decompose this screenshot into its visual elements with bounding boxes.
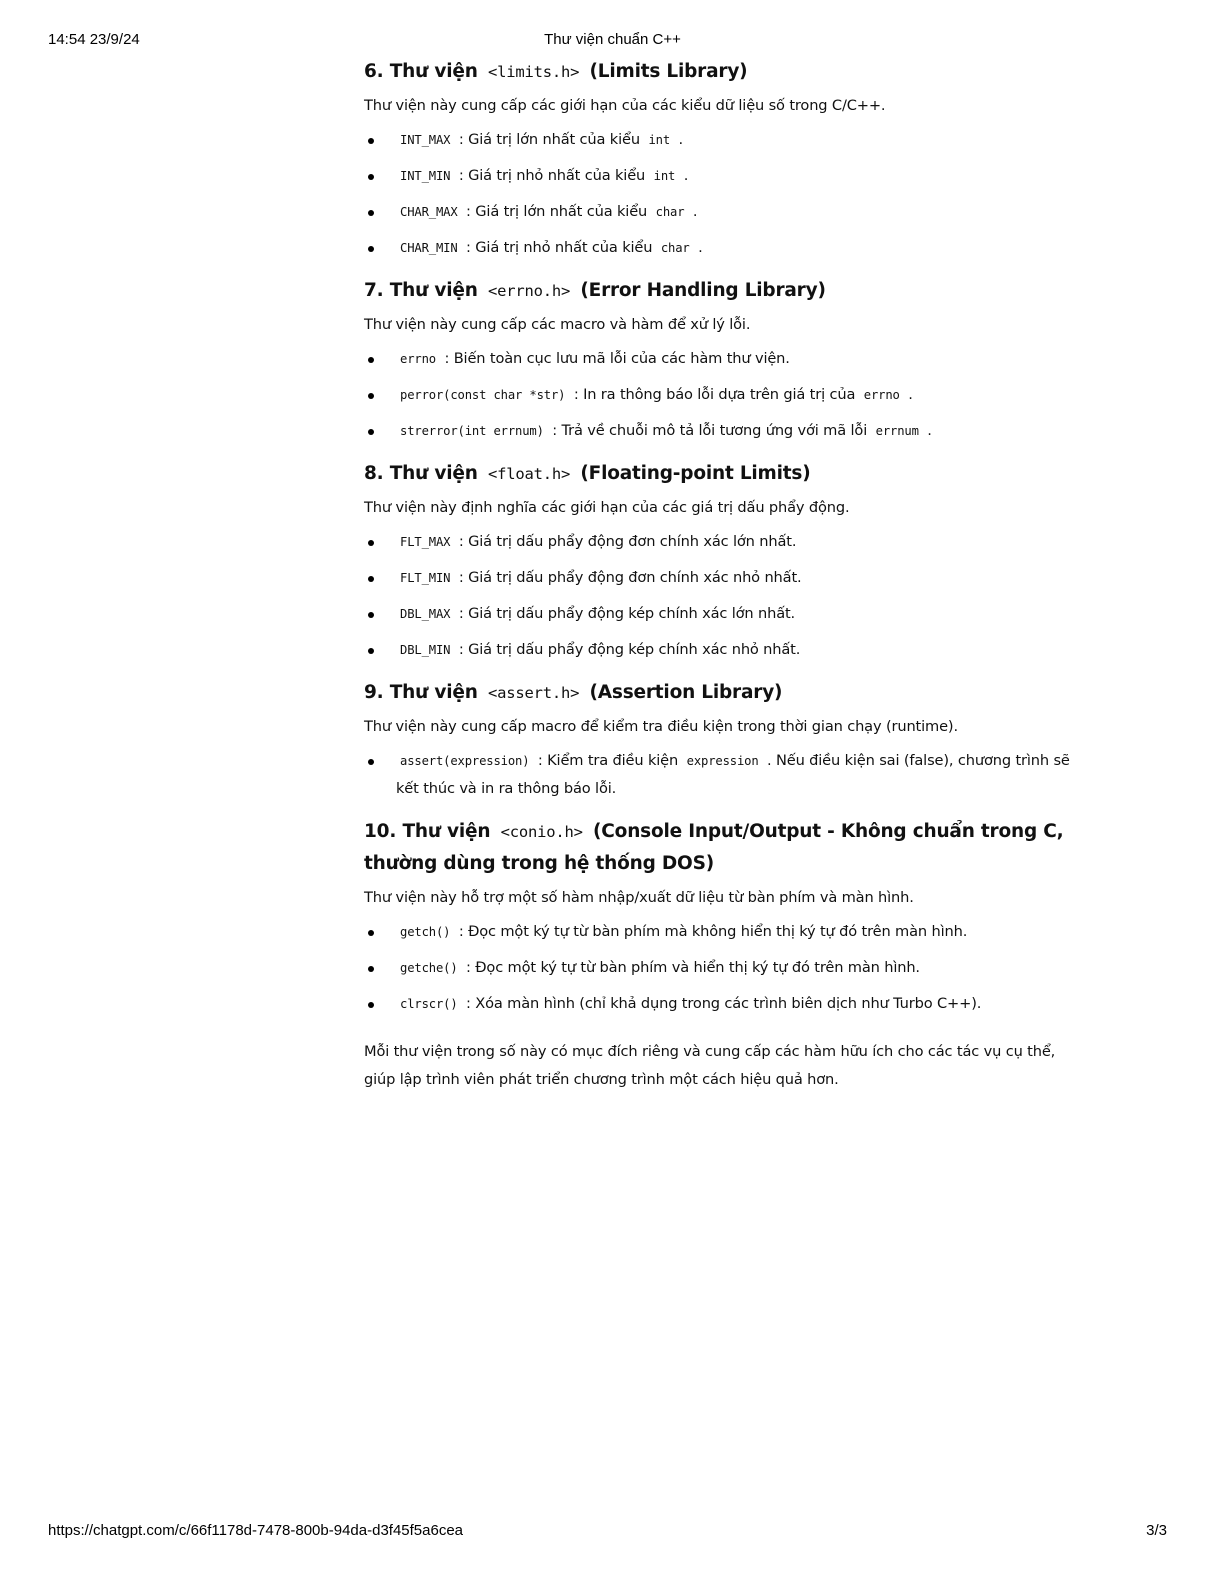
- list-item: [364, 990, 1074, 1018]
- bullet-icon: [368, 246, 374, 252]
- bullet-icon: [368, 648, 374, 654]
- section-header-file: <assert.h>: [487, 684, 580, 702]
- section-header-file: <float.h>: [487, 465, 571, 483]
- item-code: getche(): [400, 961, 458, 975]
- item-text: : Giá trị lớn nhất của kiểu: [458, 131, 640, 148]
- section-heading: [364, 56, 1074, 88]
- item-text: : Giá trị lớn nhất của kiểu: [466, 203, 648, 220]
- item-text: : Đọc một ký tự từ bàn phím mà không hiển thị ký tự đó trên màn hình.: [458, 923, 968, 940]
- item-tail: .: [908, 386, 913, 403]
- item-code-inline: expression: [686, 754, 759, 768]
- item-code: DBL_MAX: [400, 607, 451, 621]
- list-item: [364, 234, 1074, 262]
- article-content: [364, 56, 1074, 1094]
- item-code: INT_MIN: [400, 169, 451, 183]
- section-subtitle: (Floating-point Limits): [580, 463, 811, 484]
- list-item: [364, 564, 1074, 592]
- section-subtitle: (Console Input/Output - Không chuẩn trong C, thường dùng trong hệ thống DOS): [364, 821, 1064, 874]
- section-subtitle: (Error Handling Library): [580, 280, 826, 301]
- list-item: [364, 162, 1074, 190]
- list-item: [364, 636, 1074, 664]
- item-code: clrscr(): [400, 997, 458, 1011]
- item-text: : Giá trị dấu phẩy động đơn chính xác lớn nhất.: [458, 533, 797, 550]
- section-header-file: <limits.h>: [487, 63, 580, 81]
- section-number: 6.: [364, 61, 384, 82]
- section-number: 10.: [364, 821, 397, 842]
- item-text: : Giá trị nhỏ nhất của kiểu: [466, 239, 653, 256]
- item-tail: .: [927, 422, 932, 439]
- list-item: [364, 345, 1074, 373]
- bullet-icon: [368, 429, 374, 435]
- section-heading: [364, 458, 1074, 490]
- item-text: : Giá trị dấu phẩy động kép chính xác nhỏ nhất.: [458, 641, 801, 658]
- item-text: : Giá trị dấu phẩy động kép chính xác lớn nhất.: [458, 605, 796, 622]
- item-code: perror(const char *str): [400, 388, 566, 402]
- item-text: : Kiểm tra điều kiện: [537, 752, 679, 769]
- item-tail: .: [683, 167, 689, 184]
- item-text: : Đọc một ký tự từ bàn phím và hiển thị ký tự đó trên màn hình.: [466, 959, 920, 976]
- item-code: strerror(int errnum): [400, 424, 544, 438]
- item-code: DBL_MIN: [400, 643, 451, 657]
- item-tail: . Nếu điều kiện sai (false), chương trình sẽ kết thúc và in ra thông báo lỗi.: [396, 752, 1070, 797]
- page-number: 3/3: [1146, 1522, 1167, 1539]
- bullet-icon: [368, 576, 374, 582]
- macro-list: [364, 747, 1074, 803]
- bullet-icon: [368, 138, 374, 144]
- list-item: [364, 918, 1074, 946]
- section-assert: [364, 677, 1074, 803]
- list-item: [364, 198, 1074, 226]
- item-text: : Giá trị nhỏ nhất của kiểu: [458, 167, 646, 184]
- item-code: CHAR_MIN: [400, 241, 458, 255]
- section-heading: [364, 275, 1074, 307]
- summary-paragraph: Mỗi thư viện trong số này có mục đích riêng và cung cấp các hàm hữu ích cho các tác vụ cụ thể, giúp lập trình viên phát triển chương trình một cách hiệu quả hơn.: [364, 1043, 1056, 1088]
- bullet-icon: [368, 930, 374, 936]
- section-word: Thư viện: [402, 821, 491, 842]
- section-word: Thư viện: [389, 682, 478, 703]
- item-code: INT_MAX: [400, 133, 451, 147]
- function-list: [364, 345, 1074, 445]
- list-item: [364, 417, 1074, 445]
- item-code: getch(): [400, 925, 451, 939]
- bullet-icon: [368, 393, 374, 399]
- print-datetime: 14:54 23/9/24: [48, 31, 140, 48]
- item-code: assert(expression): [400, 754, 530, 768]
- list-item: [364, 747, 1074, 803]
- item-code-inline: int: [653, 169, 676, 183]
- bullet-icon: [368, 966, 374, 972]
- item-code: FLT_MIN: [400, 571, 451, 585]
- section-description: Thư viện này cung cấp các giới hạn của các kiểu dữ liệu số trong C/C++.: [364, 97, 886, 114]
- bullet-icon: [368, 540, 374, 546]
- list-item: [364, 381, 1074, 409]
- print-footer: [48, 1522, 1177, 1542]
- bullet-icon: [368, 357, 374, 363]
- bullet-icon: [368, 612, 374, 618]
- section-header-file: <errno.h>: [487, 282, 571, 300]
- item-code-inline: errno: [863, 388, 900, 402]
- section-float: [364, 458, 1074, 664]
- list-item: [364, 126, 1074, 154]
- item-code-inline: int: [648, 133, 671, 147]
- item-code-inline: char: [655, 205, 685, 219]
- bullet-icon: [368, 1002, 374, 1008]
- item-text: : Biến toàn cục lưu mã lỗi của các hàm thư viện.: [444, 350, 790, 367]
- bullet-icon: [368, 759, 374, 765]
- document-title: Thư viện chuẩn C++: [544, 31, 681, 48]
- section-subtitle: (Limits Library): [589, 61, 748, 82]
- item-code: FLT_MAX: [400, 535, 451, 549]
- section-header-file: <conio.h>: [500, 823, 583, 841]
- page-url: https://chatgpt.com/c/66f1178d-7478-800b-94da-d3f45f5a6cea: [48, 1522, 464, 1539]
- item-code: CHAR_MAX: [400, 205, 458, 219]
- macro-list: [364, 528, 1074, 664]
- section-number: 7.: [364, 280, 384, 301]
- section-description: Thư viện này hỗ trợ một số hàm nhập/xuất dữ liệu từ bàn phím và màn hình.: [364, 889, 914, 906]
- section-heading: [364, 677, 1074, 709]
- print-header: [48, 31, 1177, 51]
- section-number: 8.: [364, 463, 384, 484]
- macro-list: [364, 126, 1074, 262]
- section-word: Thư viện: [389, 61, 478, 82]
- section-description: Thư viện này cung cấp các macro và hàm để xử lý lỗi.: [364, 316, 751, 333]
- section-heading: [364, 816, 1074, 880]
- section-description: Thư viện này định nghĩa các giới hạn của các giá trị dấu phẩy động.: [364, 499, 850, 516]
- section-errno: [364, 275, 1074, 445]
- item-code-inline: char: [660, 241, 690, 255]
- section-word: Thư viện: [389, 463, 478, 484]
- bullet-icon: [368, 174, 374, 180]
- list-item: [364, 600, 1074, 628]
- item-text: : Giá trị dấu phẩy động đơn chính xác nhỏ nhất.: [458, 569, 802, 586]
- section-number: 9.: [364, 682, 384, 703]
- item-tail: .: [698, 239, 703, 256]
- item-text: : Trả về chuỗi mô tả lỗi tương ứng với mã lỗi: [552, 422, 868, 439]
- item-tail: .: [678, 131, 684, 148]
- function-list: [364, 918, 1074, 1018]
- item-code: errno: [400, 352, 436, 366]
- section-word: Thư viện: [389, 280, 478, 301]
- section-description: Thư viện này cung cấp macro để kiểm tra điều kiện trong thời gian chạy (runtime).: [364, 718, 958, 735]
- bullet-icon: [368, 210, 374, 216]
- section-conio: [364, 816, 1074, 1018]
- section-subtitle: (Assertion Library): [589, 682, 783, 703]
- section-limits: [364, 56, 1074, 262]
- item-text: : Xóa màn hình (chỉ khả dụng trong các trình biên dịch như Turbo C++).: [466, 995, 982, 1012]
- list-item: [364, 954, 1074, 982]
- item-text: : In ra thông báo lỗi dựa trên giá trị của: [573, 386, 856, 403]
- item-code-inline: errnum: [875, 424, 919, 438]
- list-item: [364, 528, 1074, 556]
- item-tail: .: [692, 203, 698, 220]
